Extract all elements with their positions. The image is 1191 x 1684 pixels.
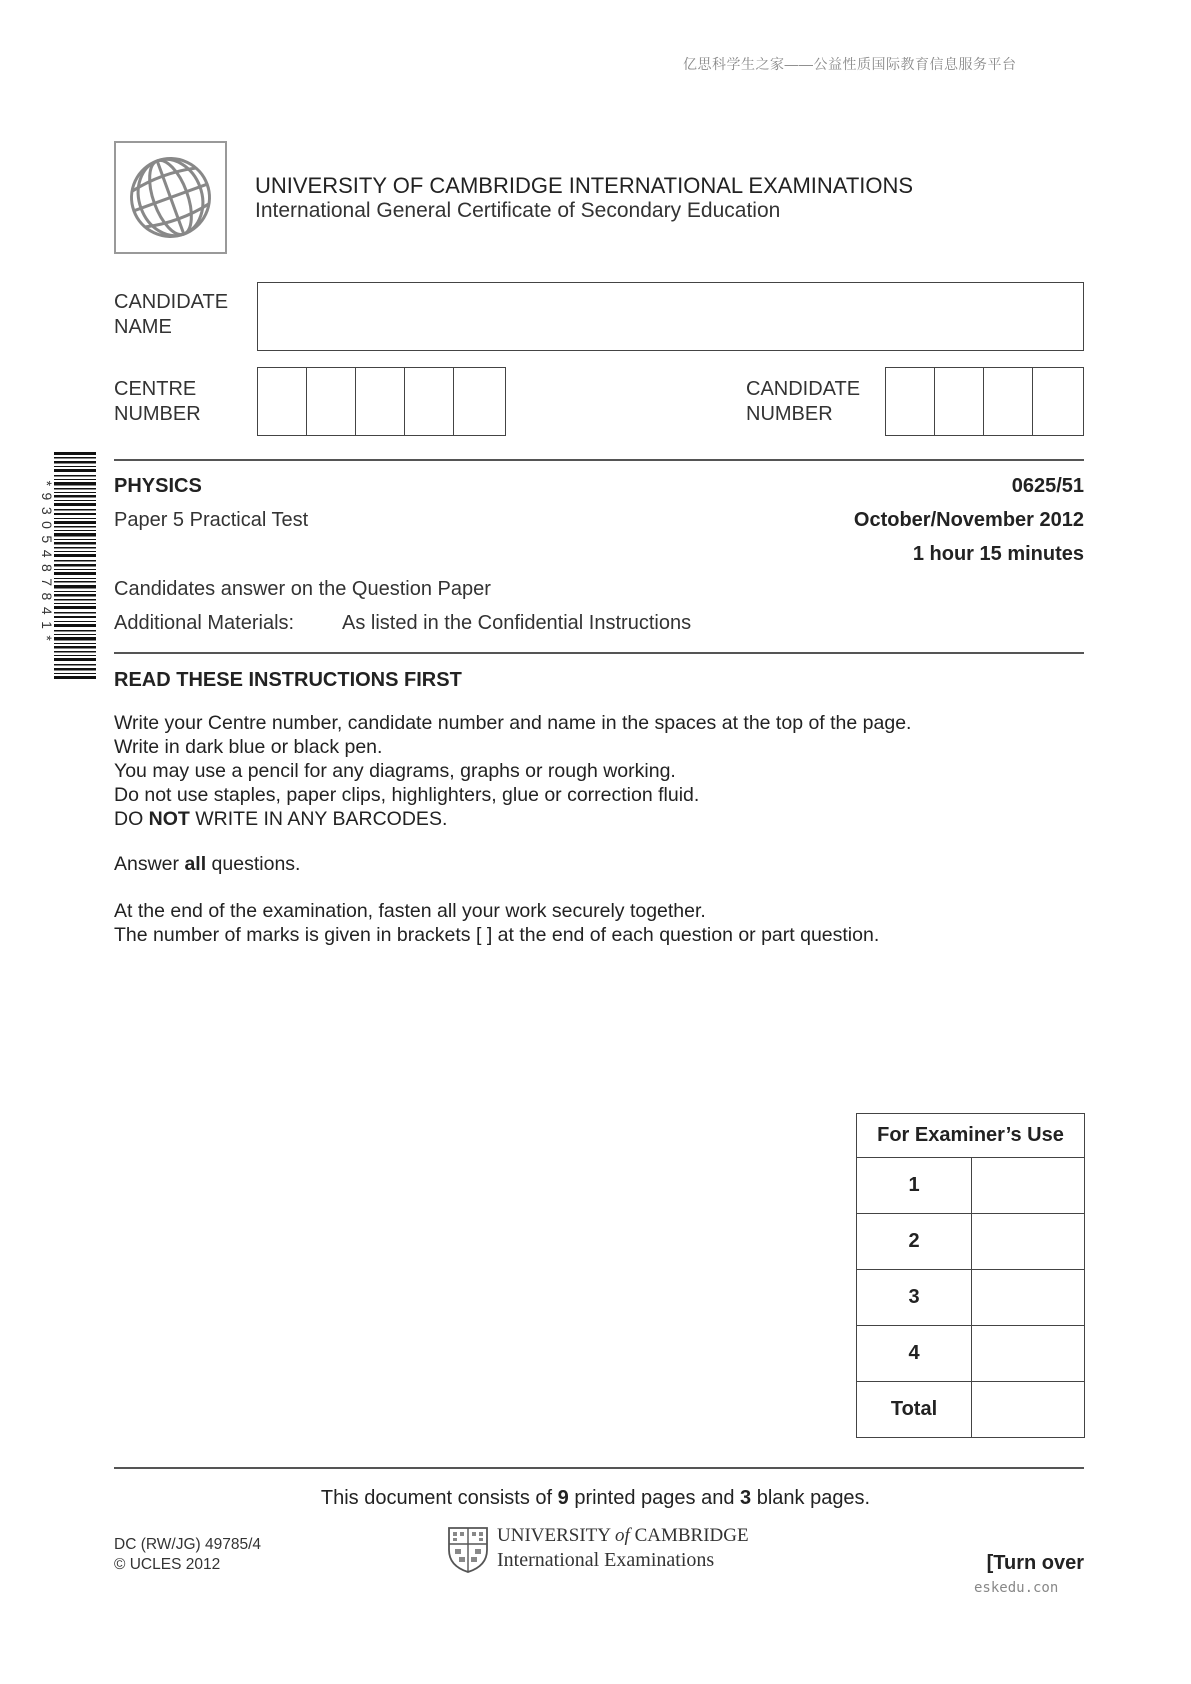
watermark-bottom: eskedu.con: [974, 1580, 1059, 1596]
cambridge-crest-icon: [447, 1526, 489, 1574]
document-reference: DC (RW/JG) 49785/4 © UCLES 2012: [114, 1536, 262, 1573]
cie-globe-logo: [114, 141, 227, 254]
centre-digit-box[interactable]: [356, 368, 405, 435]
examiner-row-label: 3: [857, 1270, 972, 1326]
turn-over-label: [Turn over: [986, 1552, 1084, 1574]
examiner-row-label: 2: [857, 1214, 972, 1270]
cambridge-wordmark-line1: UNIVERSITY of CAMBRIDGE: [497, 1525, 749, 1546]
qualification-title: International General Certificate of Secondary Education: [255, 199, 781, 222]
examiner-mark-cell: [972, 1214, 1085, 1270]
barcode-text: *9305487841*: [39, 480, 55, 648]
materials-label: Additional Materials:: [114, 612, 295, 634]
examiner-row-label: 1: [857, 1158, 972, 1214]
candidate-digit-box[interactable]: [1033, 368, 1082, 435]
examiner-table-heading: For Examiner’s Use: [857, 1114, 1085, 1158]
barcode: [36, 452, 98, 682]
materials-value: As listed in the Confidential Instructions: [342, 612, 692, 634]
exam-duration: 1 hour 15 minutes: [912, 543, 1084, 565]
centre-digit-box[interactable]: [454, 368, 503, 435]
paper-label: Paper 5 Practical Test: [114, 509, 309, 531]
instructions-block: [114, 711, 911, 947]
centre-digit-box[interactable]: [258, 368, 307, 435]
examiner-mark-cell: [972, 1382, 1085, 1438]
candidate-number-label: CANDIDATE NUMBER: [746, 378, 861, 425]
watermark-top: 亿思科学生之家——公益性质国际教育信息服务平台: [683, 56, 1017, 72]
examiner-mark-cell: [972, 1326, 1085, 1382]
globe-icon: [123, 150, 218, 245]
page-count-note: This document consists of 9 printed pages and 3 blank pages.: [320, 1487, 871, 1509]
exam-board-title: UNIVERSITY OF CAMBRIDGE INTERNATIONAL EXAMINATIONS: [255, 173, 914, 198]
centre-number-label: CENTRE NUMBER: [114, 378, 201, 425]
instruction-line: Write your Centre number, candidate number and name in the spaces at the top of the page.: [114, 712, 912, 734]
examiner-row-label: Total: [857, 1382, 972, 1438]
examiner-mark-cell: [972, 1158, 1085, 1214]
candidate-number-field[interactable]: [885, 367, 1084, 436]
centre-digit-box[interactable]: [405, 368, 454, 435]
candidate-digit-box[interactable]: [886, 368, 935, 435]
instruction-line: You may use a pencil for any diagrams, graphs or rough working.: [114, 760, 676, 782]
answer-note: Candidates answer on the Question Paper: [114, 578, 491, 600]
instructions-heading: READ THESE INSTRUCTIONS FIRST: [114, 669, 462, 691]
centre-digit-box[interactable]: [307, 368, 356, 435]
instruction-line: At the end of the examination, fasten all your work securely together.: [114, 900, 706, 922]
subject-title: PHYSICS: [114, 475, 202, 497]
candidate-name-field[interactable]: [257, 282, 1084, 351]
exam-session: October/November 2012: [853, 509, 1084, 531]
instruction-line: Do not use staples, paper clips, highlighters, glue or correction fluid.: [114, 784, 700, 806]
divider: [114, 1467, 1084, 1469]
divider: [114, 459, 1084, 461]
examiner-mark-cell: [972, 1270, 1085, 1326]
examiner-use-table: [856, 1113, 1085, 1438]
examiner-row-label: 4: [857, 1326, 972, 1382]
instruction-line: The number of marks is given in brackets [ ] at the end of each question or part question.: [114, 924, 880, 946]
syllabus-code: 0625/51: [1011, 475, 1084, 497]
divider: [114, 652, 1084, 654]
candidate-digit-box[interactable]: [984, 368, 1033, 435]
candidate-digit-box[interactable]: [935, 368, 984, 435]
instruction-line: Answer all questions.: [114, 853, 301, 875]
candidate-name-label: CANDIDATE NAME: [114, 291, 229, 338]
instruction-line: DO NOT WRITE IN ANY BARCODES.: [114, 808, 448, 830]
centre-number-field[interactable]: [257, 367, 506, 436]
instruction-line: Write in dark blue or black pen.: [114, 736, 383, 758]
cambridge-wordmark-line2: International Examinations: [497, 1549, 715, 1571]
